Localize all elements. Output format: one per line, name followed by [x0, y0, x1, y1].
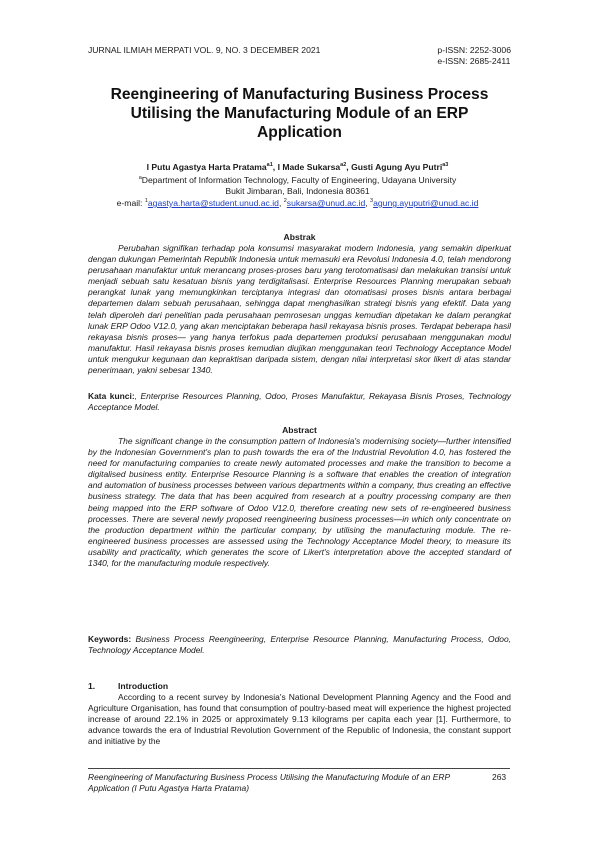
author-separator: ,: [346, 162, 352, 172]
keywords-value: Business Process Reengineering, Enterprise Resource Planning, Manufacturing Process, Odoo, Technology Acceptance Model.: [88, 634, 511, 656]
title-line-2: Utilising the Manufacturing Module of an ERP: [130, 105, 469, 122]
footer-divider: [88, 768, 510, 769]
affiliation-line-1: [60, 175, 535, 186]
email-separator: ,: [278, 198, 284, 208]
abstract-heading: Abstract: [282, 425, 317, 435]
kata-kunci-label: Kata kunci:: [88, 391, 135, 401]
journal-name: JURNAL ILMIAH MERPATI VOL. 9, NO. 3 DECEMBER 2021: [88, 45, 321, 55]
author-3-sup: a3: [442, 162, 449, 169]
section-heading-introduction: [88, 681, 168, 691]
keywords: [88, 634, 511, 656]
introduction-text: According to a recent survey by Indonesia's National Development Planning Agency and the Food and Agriculture Organisation, has found that consumption of poultry-based meat will experience the highest projected increase of around 22.1% in 2025 or approximately 9.13 kilograms per capita each year [1]. Furthermore, to advance towards the era of Industrial Revolution Government of the Republic of Indonesia, the constant support and initiative by the: [88, 692, 511, 747]
keywords-label: Keywords:: [88, 634, 132, 644]
email-prefix: e-mail:: [116, 198, 145, 208]
abstrak-heading: Abstrak: [283, 232, 316, 242]
email-line: [60, 198, 535, 209]
section-number: 1.: [88, 681, 96, 691]
email-2-sup: 2: [283, 198, 287, 205]
author-1: I Putu Agastya Harta Pratama: [146, 162, 267, 172]
affiliation-department: Department of Information Technology, Faculty of Engineering, Udayana University: [141, 175, 457, 185]
affiliation-sup: a: [138, 175, 142, 182]
footer-citation: Reengineering of Manufacturing Business Process Utilising the Manufacturing Module of an ERP Application (I Putu Agastya Harta Pratama): [88, 772, 450, 793]
author-separator: ,: [272, 162, 278, 172]
issn-block: [437, 45, 511, 66]
kata-kunci: [88, 391, 511, 413]
author-1-sup: a1: [266, 162, 273, 169]
p-issn: p-ISSN: 2252-3006: [437, 45, 511, 55]
email-link-3[interactable]: agung.ayuputri@unud.ac.id: [373, 198, 479, 208]
abstrak-text: Perubahan signifikan terhadap pola konsumsi masyarakat modern Indonesia, yang semakin diperkuat dengan dukungan Pemerintah Republik Indonesia untuk memasuki era Revolusi Indonesia 4.0, telah mendorong perusahaan manufaktur untuk merancang proses-proses baru yang terotomatisasi dan melakukan transisi untuk menjadi sebuah satu kesatuan bisnis yang terdigitalisasi. Enterprise Resources Planning merupakan sebuah perangkat lunak yang memungkinkan terciptanya integrasi dan otomatisasi proses bisnis antara berbagai departemen dalam sebuah perusahaan, sehingga dapat menghasilkan strategi bisnis yang efektif. Data yang telah diperoleh dari penelitian pada perusahaan pemrosesan unggas kemudian dipetakan ke dalam perangkat lunak ERP Odoo V12.0, yang akan menciptakan beberapa hasil rekayasa bisnis proses. Terdapat beberapa hasil rekayasa bisnis proses— yang hanya terfokus pada departemen produksi perusahaan menggunakan modul manufaktur. Hasil rekayasa bisnis proses kemudian diujikan menggunakan teori Technology Acceptance Model untuk mengukur kegunaan dan kepraktisan daripada sistem, dengan nilai interpretasi skor likert di atas standar penerimaan, yakni sebesar 1340.: [88, 243, 511, 376]
author-2: I Made Sukarsa: [277, 162, 341, 172]
email-separator: ,: [365, 198, 371, 208]
email-3-sup: 3: [370, 198, 374, 205]
email-link-1[interactable]: agastya.harta@student.unud.ac.id: [147, 198, 279, 208]
e-issn: e-ISSN: 2685-2411: [437, 55, 511, 66]
author-2-sup: a2: [340, 162, 347, 169]
author-3: Gusti Agung Ayu Putri: [351, 162, 443, 172]
email-1-sup: 1: [144, 198, 148, 205]
email-link-2[interactable]: sukarsa@unud.ac.id: [286, 198, 366, 208]
affiliation: [60, 175, 535, 197]
affiliation-line-2: Bukit Jimbaran, Bali, Indonesia 80361: [225, 186, 370, 196]
kata-kunci-value: , Enterprise Resources Planning, Odoo, Proses Manufaktur, Rekayasa Bisnis Proses, Technology Acceptance Model.: [88, 391, 512, 413]
section-title: Introduction: [118, 681, 169, 691]
page-number: 263: [492, 772, 507, 782]
abstract-text: The significant change in the consumption pattern of Indonesia's modernising society—further intensified by the Indonesian Government's plan to push towards the era of the Industrial Revolution 4.0, has fostered the need for manufacturing companies to create newly automated processes and make the transition to become a digitalised business entity. Enterprise Resource Planning is a software that enables the creation of integration and automation of business processes between various departments within a company, thus creating an effective business strategy. The data that has been acquired from research at a poultry processing company are then being mapped into the ERP software of Odoo V12.0, therefore creating new sets of re-engineered business processes. There are several newly proposed reengineering business processes—in which only concentrate on the production department within the particular company, by utilising the manufacturing module. The re-engineered business processes are assessed using the Technology Acceptance Model theory, to measure its usability and practicality, which generates the score of Likert's interpretation above the accepted standard of 1340, for the manufacturing module respectively.: [88, 436, 511, 569]
author-list: [60, 162, 535, 173]
paper-title: [88, 85, 511, 142]
title-line-1: Reengineering of Manufacturing Business Process: [110, 86, 489, 103]
title-line-3: Application: [257, 124, 342, 141]
